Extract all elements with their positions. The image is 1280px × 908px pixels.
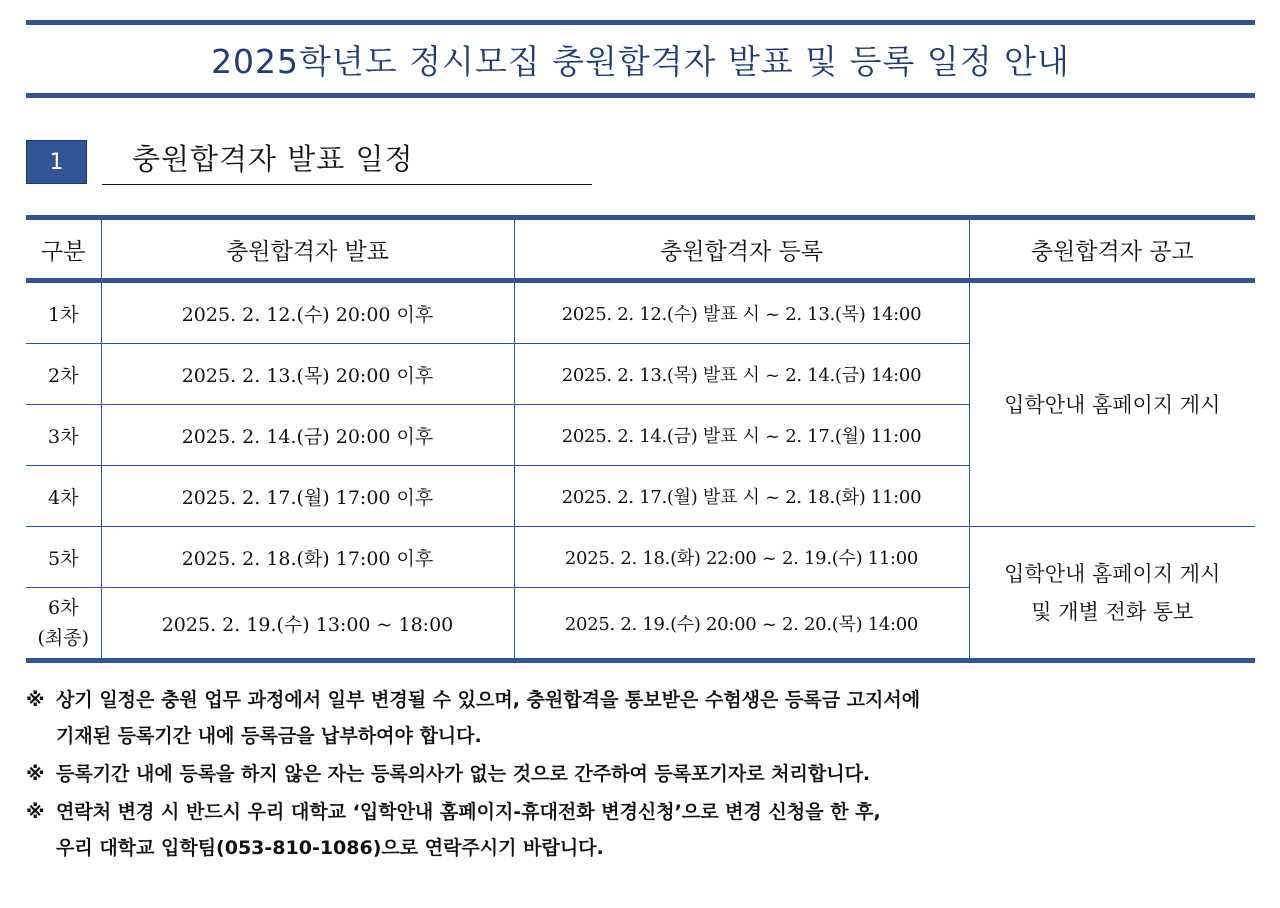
table-header-row (26, 218, 1255, 281)
note-line: 연락처 변경 시 반드시 우리 대학교 ‘입학안내 홈페이지-휴대전화 변경신청’으로 변경 신청을 한 후, (56, 801, 881, 823)
round-cell: 1차 (26, 281, 101, 344)
announce-cell: 2025. 2. 13.(목) 20:00 이후 (101, 344, 514, 405)
round-cell: 5차 (26, 527, 101, 588)
round-label: 6차 (48, 597, 79, 619)
notice-text-sub: 및 개별 전화 통보 (1031, 599, 1194, 624)
note-mark: ※ (26, 689, 45, 711)
announce-cell: 2025. 2. 17.(월) 17:00 이후 (101, 466, 514, 527)
section-number-badge: 1 (26, 140, 87, 184)
note-mark: ※ (26, 801, 45, 823)
announce-cell: 2025. 2. 14.(금) 20:00 이후 (101, 405, 514, 466)
round-cell: 2차 (26, 344, 101, 405)
note-item (26, 794, 1266, 866)
notice-cell (969, 527, 1255, 661)
note-line: 등록기간 내에 등록을 하지 않은 자는 등록의사가 없는 것으로 간주하여 등록포기자로 처리합니다. (56, 763, 871, 785)
register-cell: 2025. 2. 12.(수) 발표 시 ~ 2. 13.(목) 14:00 (514, 281, 969, 344)
header-round: 구분 (26, 218, 101, 281)
notice-cell (969, 281, 1255, 527)
announce-cell: 2025. 2. 18.(화) 17:00 이후 (101, 527, 514, 588)
announce-cell: 2025. 2. 19.(수) 13:00 ~ 18:00 (101, 588, 514, 661)
header-notice: 충원합격자 공고 (969, 218, 1255, 281)
announce-cell: 2025. 2. 12.(수) 20:00 이후 (101, 281, 514, 344)
note-item (26, 756, 1266, 792)
register-cell: 2025. 2. 19.(수) 20:00 ~ 2. 20.(목) 14:00 (514, 588, 969, 661)
register-cell: 2025. 2. 18.(화) 22:00 ~ 2. 19.(수) 11:00 (514, 527, 969, 588)
header-announce: 충원합격자 발표 (101, 218, 514, 281)
register-cell: 2025. 2. 17.(월) 발표 시 ~ 2. 18.(화) 11:00 (514, 466, 969, 527)
register-cell: 2025. 2. 13.(목) 발표 시 ~ 2. 14.(금) 14:00 (514, 344, 969, 405)
note-line: 기재된 등록기간 내에 등록금을 납부하여야 합니다. (56, 725, 482, 747)
table-row (26, 527, 1255, 588)
section-header (26, 136, 592, 186)
note-item (26, 682, 1266, 754)
notes-list (26, 682, 1266, 868)
round-cell: 3차 (26, 405, 101, 466)
schedule-table (26, 215, 1255, 663)
register-cell: 2025. 2. 14.(금) 발표 시 ~ 2. 17.(월) 11:00 (514, 405, 969, 466)
round-cell: 4차 (26, 466, 101, 527)
notice-text: 입학안내 홈페이지 게시 (1004, 561, 1221, 586)
page-title: 2025학년도 정시모집 충원합격자 발표 및 등록 일정 안내 (211, 41, 1070, 81)
notice-text: 입학안내 홈페이지 게시 (1004, 392, 1221, 417)
title-bar (26, 20, 1255, 98)
table-row (26, 281, 1255, 344)
note-mark: ※ (26, 763, 45, 785)
round-cell (26, 588, 101, 661)
note-line: 우리 대학교 입학팀(053-810-1086)으로 연락주시기 바랍니다. (56, 837, 604, 859)
section-title: 충원합격자 발표 일정 (102, 136, 592, 185)
note-line: 상기 일정은 충원 업무 과정에서 일부 변경될 수 있으며, 충원합격을 통보받은 수험생은 등록금 고지서에 (56, 689, 921, 711)
header-register: 충원합격자 등록 (514, 218, 969, 281)
round-sublabel: (최종) (37, 627, 90, 649)
